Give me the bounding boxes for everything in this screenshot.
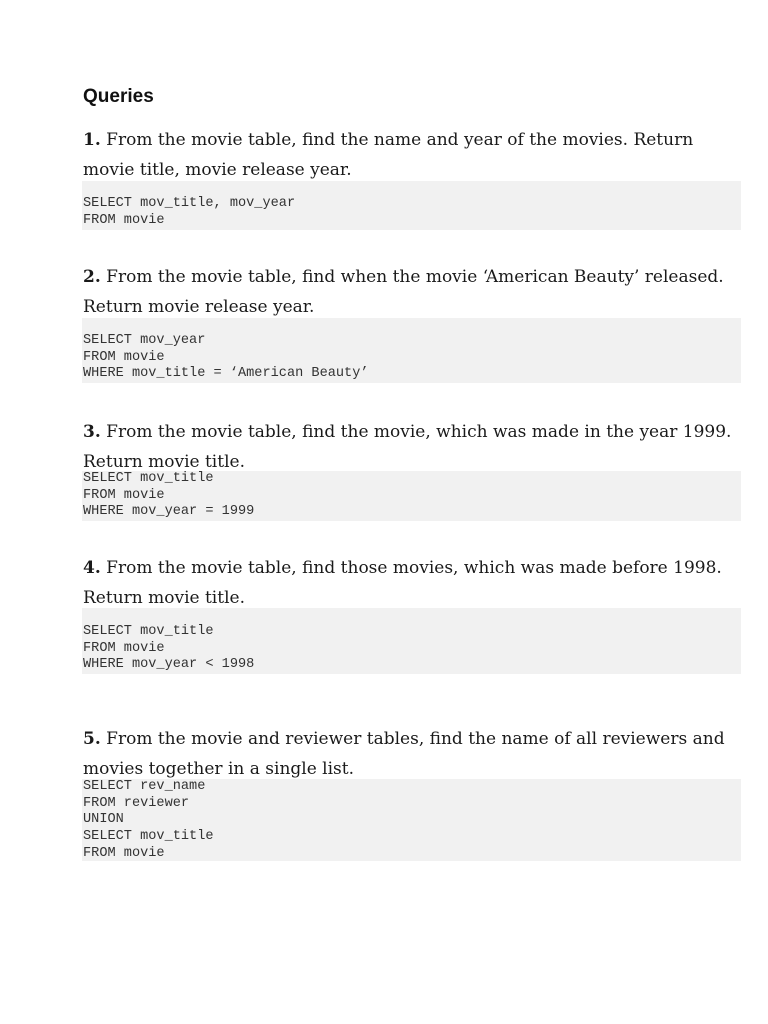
- code-line: FROM movie: [83, 212, 165, 228]
- query-text: From the movie table, find when the movie ‘American Beauty’ released. Return movie release year.: [83, 267, 724, 317]
- query-number: 4.: [83, 558, 101, 578]
- query-number: 1.: [83, 130, 101, 150]
- code-line: WHERE mov_year < 1998: [83, 657, 255, 673]
- code-line: FROM movie: [83, 349, 165, 365]
- page-title: Queries: [83, 86, 154, 107]
- code-line: FROM reviewer: [83, 795, 190, 811]
- query-3-question: [83, 418, 743, 477]
- query-text: From the movie table, find the name and year of the movies. Return movie title, movie release year.: [83, 130, 694, 180]
- query-number: 5.: [83, 729, 101, 749]
- query-5-code-block: [82, 779, 741, 861]
- code-line: WHERE mov_year = 1999: [83, 504, 255, 520]
- query-text: From the movie table, find those movies, which was made before 1998. Return movie title.: [83, 558, 722, 608]
- code-line: FROM movie: [83, 487, 165, 503]
- query-2-question: [83, 263, 743, 322]
- query-text: From the movie table, find the movie, which was made in the year 1999. Return movie title.: [83, 422, 732, 472]
- query-number: 3.: [83, 422, 101, 442]
- query-1-question: [83, 126, 743, 185]
- code-line: FROM movie: [83, 640, 165, 656]
- code-line: WHERE mov_title = ‘American Beauty’: [83, 366, 369, 382]
- code-line: SELECT mov_title: [83, 624, 214, 639]
- code-line: SELECT rev_name: [83, 779, 206, 794]
- query-2-code-block: [82, 318, 741, 383]
- query-number: 2.: [83, 267, 101, 287]
- code-line: SELECT mov_year: [83, 333, 206, 348]
- query-4-question: [83, 554, 743, 613]
- query-3-code-block: [82, 471, 741, 521]
- code-line: SELECT mov_title: [83, 829, 214, 845]
- code-line: FROM movie: [83, 845, 165, 861]
- code-line: UNION: [83, 812, 124, 828]
- query-4-code-block: [82, 608, 741, 674]
- code-line: SELECT mov_title, mov_year: [83, 196, 296, 211]
- query-text: From the movie and reviewer tables, find the name of all reviewers and movies together in a single list.: [83, 729, 725, 779]
- query-1-code-block: [82, 181, 741, 230]
- code-line: SELECT mov_title: [83, 471, 214, 486]
- query-5-question: [83, 725, 743, 784]
